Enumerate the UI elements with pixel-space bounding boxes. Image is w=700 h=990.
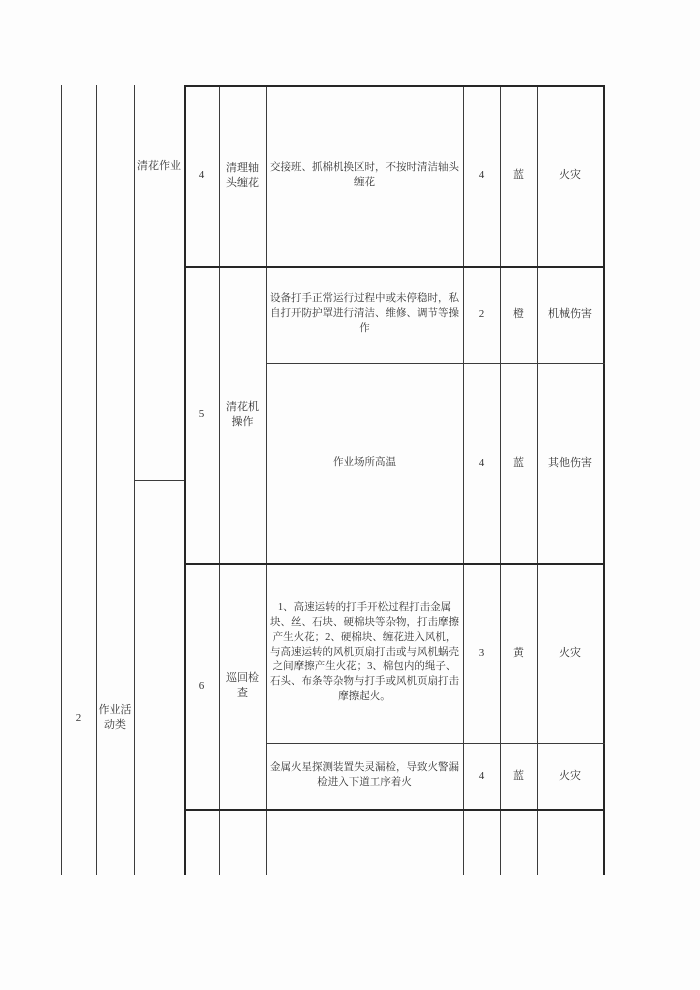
grid-line-v-right-edge <box>603 85 605 875</box>
grid-line-v-col1-left <box>61 85 62 875</box>
cell-row5b-hazard-desc: 作业场所高温 <box>333 456 396 468</box>
cell-row6-no: 6 <box>198 679 205 692</box>
cell-row5b-risk-color: 蓝 <box>513 456 524 469</box>
cell-row6b-risk-level: 4 <box>478 769 485 782</box>
cell-row4-hazard-desc: 交接班、抓棉机换区时，不按时清洁轴头缠花 <box>270 161 459 188</box>
cell-row6b-hazard-desc: 金属火星探测装置失灵漏检，导致火警漏检进入下道工序着火 <box>270 762 459 788</box>
cell-row6b-risk-color: 蓝 <box>513 769 524 782</box>
cell-serial-number: 2 <box>75 711 82 724</box>
cell-row5a-hazard-desc: 设备打手正常运行过程中或未停稳时，私自打开防护罩进行清洁、维修、调节等操作 <box>270 293 459 334</box>
cell-row5a-accident-type: 机械伤害 <box>548 308 592 320</box>
cell-row6a-risk-level: 3 <box>478 646 485 659</box>
cell-row4-risk-color: 蓝 <box>513 169 524 181</box>
cell-row5a-risk-level: 2 <box>478 308 485 320</box>
cell-row5b-risk-level: 4 <box>478 456 485 469</box>
cell-row4-task: 清理轴头缠花 <box>226 161 259 189</box>
grid-line-h-row6-bottom <box>184 809 605 811</box>
grid-line-v-col1-col2 <box>96 85 97 875</box>
cell-row6a-accident-type: 火灾 <box>559 646 581 659</box>
cell-row5a-risk-color: 橙 <box>513 308 524 320</box>
cell-row6-task: 巡回检查 <box>226 672 259 699</box>
cell-row5-task: 清花机操作 <box>226 400 259 428</box>
cell-category: 作业活动类 <box>98 704 132 731</box>
cell-row4-accident-type: 火灾 <box>559 169 581 181</box>
cell-row6a-hazard-desc: 1、高速运转的打手开松过程打击金属块、丝、石块、硬棉块等杂物，打击摩擦产生火花；2、硬棉块、缠花进入风机，与高速运转的风机页扇打击或与风机蜗壳之间摩擦产生火花；3、棉包内的绳子、石头、布条等杂物与打手或风机页扇打击摩擦起火。 <box>270 602 459 702</box>
cell-row4-no: 4 <box>198 169 205 181</box>
cell-row4-risk-level: 4 <box>478 169 485 181</box>
cell-row6b-accident-type: 火灾 <box>559 769 581 782</box>
cell-row5b-accident-type: 其他伤害 <box>548 456 592 469</box>
grid-line-h-activity-bottom <box>134 480 184 481</box>
cell-row6a-risk-color: 黄 <box>513 646 524 659</box>
cell-row5-no: 5 <box>198 408 205 420</box>
cell-activity-group: 清花作业 <box>137 159 181 172</box>
